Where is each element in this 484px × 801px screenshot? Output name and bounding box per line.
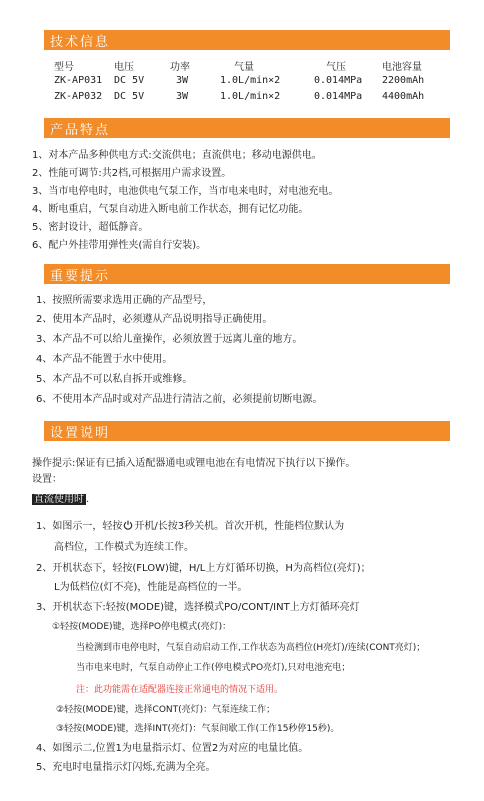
features-header xyxy=(44,118,450,138)
step-4-line: 4、如图示二,位置1为电量指示灯、位置2为对应的电量比值。 xyxy=(36,743,309,754)
cell-voltage: DC 5V xyxy=(114,75,145,86)
warning-item: 6、不使用本产品时或对产品进行清洁之前，必须提前切断电源。 xyxy=(36,394,323,405)
feature-item: 6、配户外挂带用弹性夹(需自行安装)。 xyxy=(32,240,207,251)
step-1-line-2: 高档位，工作模式为连续工作。 xyxy=(54,542,194,553)
step-3-note: 注：此功能需在适配器连接正常通电的情况下适用。 xyxy=(76,685,284,695)
setup-header xyxy=(44,421,450,441)
cell-battery: 2200mAh xyxy=(382,75,425,86)
warnings-header xyxy=(44,264,450,284)
warning-item: 1、按照所需要求选用正确的产品型号， xyxy=(36,295,213,306)
cell-airflow: 1.0L/min×2 xyxy=(220,91,281,102)
dc-usage-suffix: . xyxy=(86,494,90,505)
step-3-line: 3、开机状态下:轻按(MODE)键，选择模式PO/CONT/INT上方灯循环亮灯 xyxy=(36,602,360,613)
step-5-line: 5、充电时电量指示灯闪烁,充满为全亮。 xyxy=(36,762,216,773)
features-title: 产品特点 xyxy=(50,123,111,138)
cell-pressure: 0.014MPa xyxy=(314,91,363,102)
header-pressure: 气压 xyxy=(326,62,346,73)
setup-title: 设置说明 xyxy=(50,426,111,441)
feature-item: 3、当市电停电时，电池供电气泵工作，当市电来电时，对电池充电。 xyxy=(32,186,339,197)
feature-item: 2、性能可调节:共2档,可根据用户需求设置。 xyxy=(32,168,232,179)
cell-model: ZK-AP032 xyxy=(54,91,103,102)
step-3-3: ③轻按(MODE)键，选择INT(亮灯)：气泵间歇工作(工作15秒停15秒)。 xyxy=(56,724,340,734)
warning-item: 5、本产品不可以私自拆开或维修。 xyxy=(36,374,193,385)
cell-airflow: 1.0L/min×2 xyxy=(220,75,281,86)
feature-item: 1、对本产品多种供电方式:交流供电；直流供电；移动电源供电。 xyxy=(32,150,322,161)
cell-model: ZK-AP031 xyxy=(54,75,103,86)
step-1-suffix: 开机/长按3秒关机。首次开机，性能档位默认为 xyxy=(134,521,345,532)
step-3-1-detail-a: 当检测到市电停电时，气泵自动启动工作,工作状态为高档位(H亮灯)/连续(CONT亮灯)； xyxy=(76,643,426,653)
step-2-line-2: L为低档位(灯不亮)，性能是高档位的一半。 xyxy=(54,582,248,593)
warning-item: 4、本产品不能置于水中使用。 xyxy=(36,354,173,365)
step-2-line-1: 2、开机状态下，轻按(FLOW)键，H/L上方灯循环切换，H为高档位(亮灯)； xyxy=(36,563,371,574)
power-icon xyxy=(123,520,133,530)
feature-item: 4、断电重启，气泵自动进入断电前工作状态，拥有记忆功能。 xyxy=(32,204,309,215)
step-1-prefix: 1、如图示一，轻按 xyxy=(36,521,123,532)
feature-item: 5、密封设计，超低静音。 xyxy=(32,222,149,233)
header-model: 型号 xyxy=(54,62,74,73)
warning-item: 2、使用本产品时，必须遵从产品说明指导正确使用。 xyxy=(36,314,273,325)
dc-usage-label: 直流使用时 xyxy=(34,494,84,505)
step-1-line-1 xyxy=(36,517,344,532)
step-3-1: ①轻按(MODE)键，选择PO停电模式(亮灯)： xyxy=(52,622,232,632)
cell-power: 3W xyxy=(176,91,189,102)
dc-usage-line xyxy=(32,490,89,505)
header-battery: 电池容量 xyxy=(382,62,422,73)
header-power: 功率 xyxy=(170,62,190,73)
cell-voltage: DC 5V xyxy=(114,91,145,102)
setup-subtitle: 设置： xyxy=(32,474,62,485)
header-voltage: 电压 xyxy=(114,62,134,73)
cell-battery: 4400mAh xyxy=(382,91,425,102)
step-3-1-detail-b: 当市电来电时，气泵自动停止工作(停电模式PO亮灯),只对电池充电； xyxy=(76,663,351,673)
warning-item: 3、本产品不可以给儿童操作，必须放置于远离儿童的地方。 xyxy=(36,334,303,345)
header-airflow: 气量 xyxy=(234,62,254,73)
step-3-2: ②轻按(MODE)键，选择CONT(亮灯)：气泵连续工作； xyxy=(56,705,276,715)
warnings-title: 重要提示 xyxy=(50,269,111,284)
cell-power: 3W xyxy=(176,75,189,86)
cell-pressure: 0.014MPa xyxy=(314,75,363,86)
tech-info-header xyxy=(44,30,450,50)
tech-info-title: 技术信息 xyxy=(50,35,111,50)
setup-intro: 操作提示:保证有已插入适配器通电或锂电池在有电情况下执行以下操作。 xyxy=(32,458,356,469)
